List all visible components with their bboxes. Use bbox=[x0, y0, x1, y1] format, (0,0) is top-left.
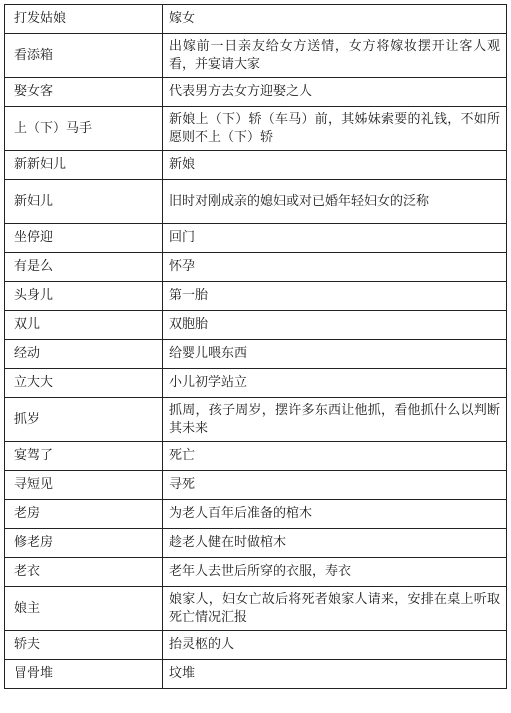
term-cell: 经动 bbox=[5, 340, 163, 369]
definition-cell: 抓周，孩子周岁，摆许多东西让他抓，看他抓什么以判断其未来 bbox=[163, 398, 507, 442]
table-row bbox=[5, 107, 507, 151]
table-row bbox=[5, 369, 507, 398]
definition-cell: 娘家人，妇女亡故后将死者娘家人请来，安排在桌上听取死亡情况汇报 bbox=[163, 587, 507, 631]
term-cell: 有是么 bbox=[5, 253, 163, 282]
table-row bbox=[5, 587, 507, 631]
term-cell: 寻短见 bbox=[5, 471, 163, 500]
definition-cell: 新娘 bbox=[163, 151, 507, 180]
definition-cell: 新娘上（下）轿（车马）前，其姊妹索要的礼钱，不如所愿则不上（下）轿 bbox=[163, 107, 507, 151]
definition-cell: 双胞胎 bbox=[163, 311, 507, 340]
table-row bbox=[5, 34, 507, 78]
term-cell: 头身儿 bbox=[5, 282, 163, 311]
term-cell: 老房 bbox=[5, 500, 163, 529]
term-cell: 上（下）马手 bbox=[5, 107, 163, 151]
table-row bbox=[5, 398, 507, 442]
term-cell: 抓岁 bbox=[5, 398, 163, 442]
table-row bbox=[5, 311, 507, 340]
table-row bbox=[5, 253, 507, 282]
definition-cell: 出嫁前一日亲友给女方送情，女方将嫁妆摆开让客人观看，并宴请大家 bbox=[163, 34, 507, 78]
term-cell: 看添箱 bbox=[5, 34, 163, 78]
term-cell: 打发姑娘 bbox=[5, 5, 163, 34]
table-row bbox=[5, 660, 507, 689]
definition-cell: 趁老人健在时做棺木 bbox=[163, 529, 507, 558]
definition-cell: 给婴儿喂东西 bbox=[163, 340, 507, 369]
term-cell: 双儿 bbox=[5, 311, 163, 340]
term-cell: 老衣 bbox=[5, 558, 163, 587]
term-cell: 冒骨堆 bbox=[5, 660, 163, 689]
table-row bbox=[5, 224, 507, 253]
table-row bbox=[5, 282, 507, 311]
definition-cell: 代表男方去女方迎娶之人 bbox=[163, 78, 507, 107]
definition-cell: 怀孕 bbox=[163, 253, 507, 282]
definition-cell: 为老人百年后准备的棺木 bbox=[163, 500, 507, 529]
term-cell: 轿夫 bbox=[5, 631, 163, 660]
definition-cell: 抬灵柩的人 bbox=[163, 631, 507, 660]
table-row bbox=[5, 471, 507, 500]
definition-cell: 坟堆 bbox=[163, 660, 507, 689]
definition-cell: 老年人去世后所穿的衣服，寿衣 bbox=[163, 558, 507, 587]
table-row bbox=[5, 340, 507, 369]
table-row bbox=[5, 78, 507, 107]
term-cell: 坐停迎 bbox=[5, 224, 163, 253]
glossary-table-container bbox=[4, 4, 506, 689]
table-row bbox=[5, 180, 507, 224]
term-cell: 娘主 bbox=[5, 587, 163, 631]
term-cell: 新新妇儿 bbox=[5, 151, 163, 180]
definition-cell: 嫁女 bbox=[163, 5, 507, 34]
definition-cell: 第一胎 bbox=[163, 282, 507, 311]
table-row bbox=[5, 529, 507, 558]
definition-cell: 旧时对刚成亲的媳妇或对已婚年轻妇女的泛称 bbox=[163, 180, 507, 224]
glossary-table bbox=[4, 4, 507, 689]
definition-cell: 回门 bbox=[163, 224, 507, 253]
table-row bbox=[5, 558, 507, 587]
term-cell: 修老房 bbox=[5, 529, 163, 558]
term-cell: 立大大 bbox=[5, 369, 163, 398]
table-row bbox=[5, 500, 507, 529]
term-cell: 娶女客 bbox=[5, 78, 163, 107]
definition-cell: 小儿初学站立 bbox=[163, 369, 507, 398]
definition-cell: 死亡 bbox=[163, 442, 507, 471]
table-row bbox=[5, 151, 507, 180]
table-row bbox=[5, 631, 507, 660]
definition-cell: 寻死 bbox=[163, 471, 507, 500]
term-cell: 新妇儿 bbox=[5, 180, 163, 224]
table-row bbox=[5, 5, 507, 34]
table-row bbox=[5, 442, 507, 471]
term-cell: 宴驾了 bbox=[5, 442, 163, 471]
